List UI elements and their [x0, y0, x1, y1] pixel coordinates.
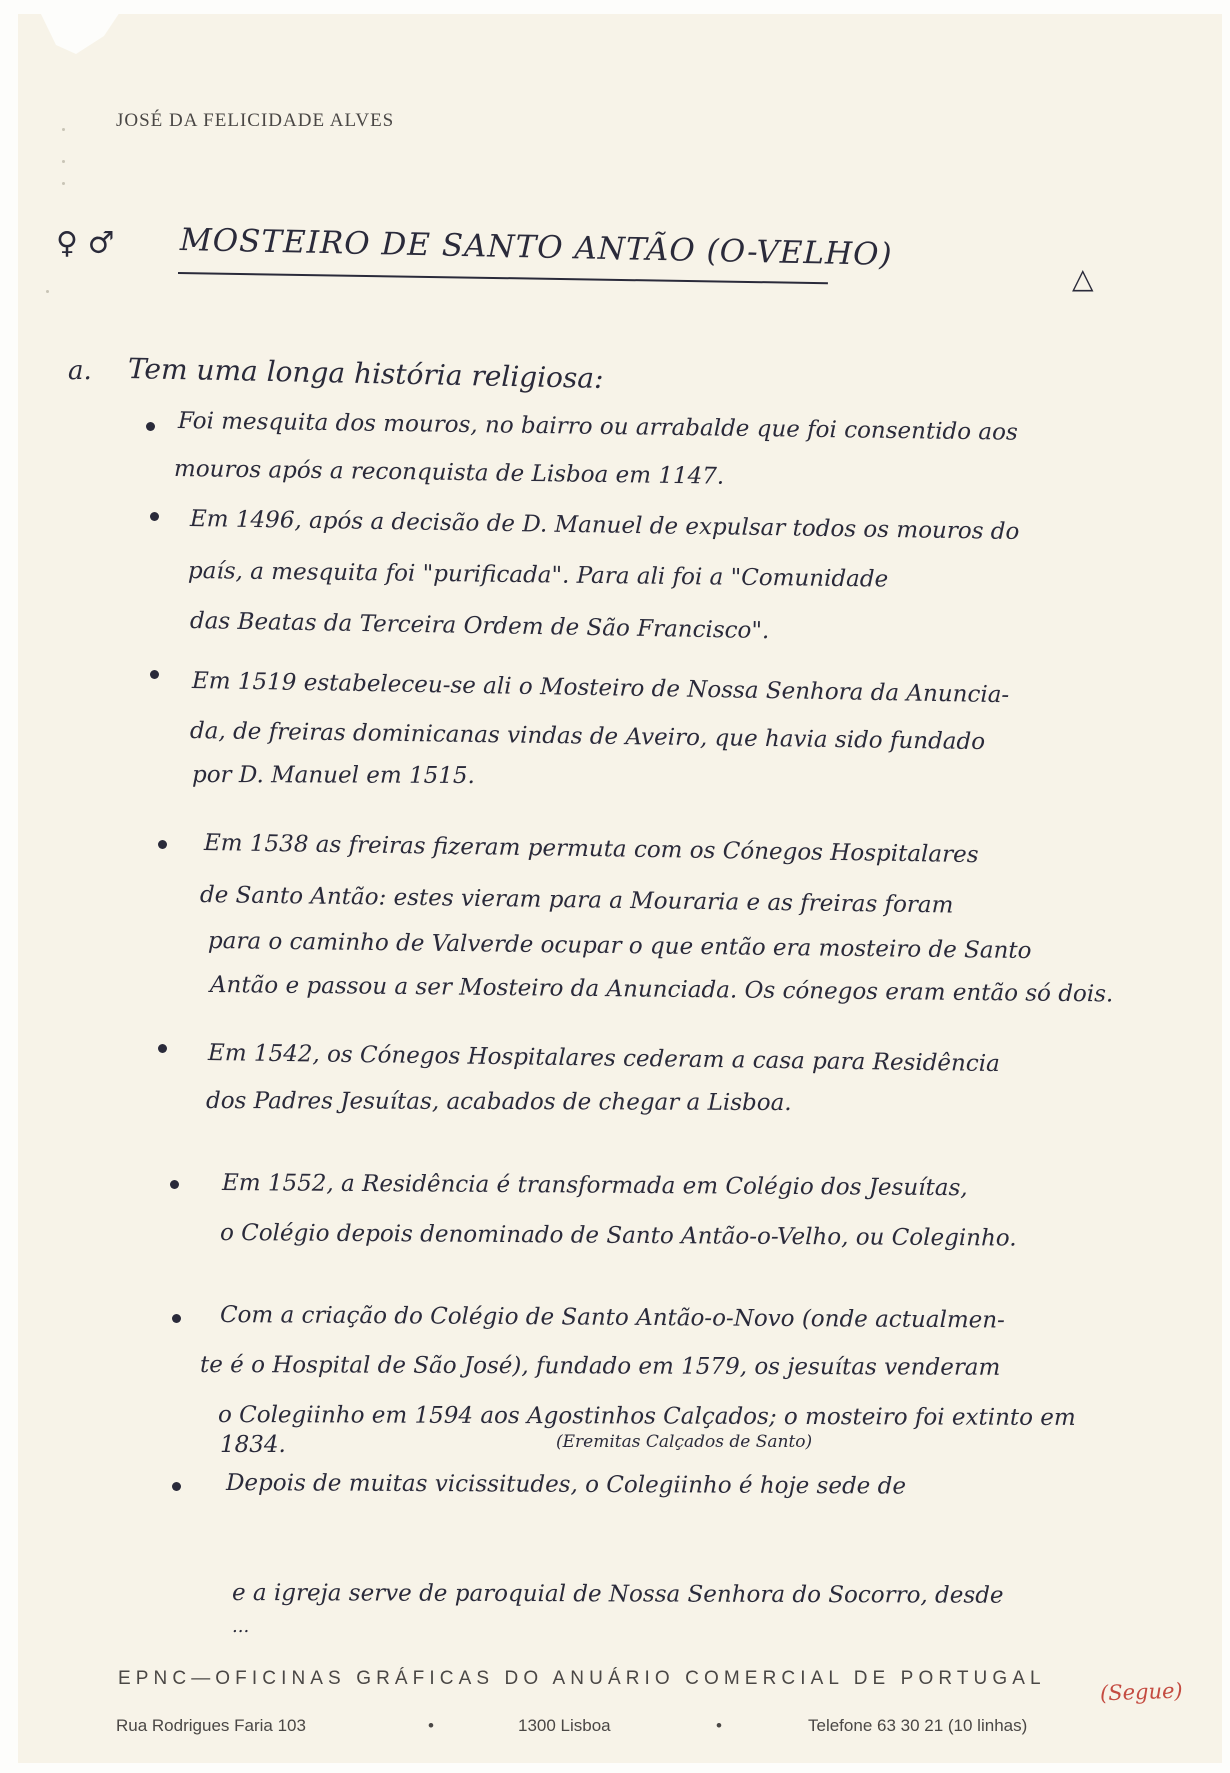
ellipsis: ...	[232, 1616, 250, 1637]
perforation-mark	[62, 128, 65, 131]
list-item-line: Em 1519 estabeleceu-se ali o Mosteiro de Nossa Senhora da Anuncia-	[191, 668, 1010, 709]
list-item-line: o Colegiinho em 1594 aos Agostinhos Calçados; o mosteiro foi extinto em	[217, 1402, 1076, 1431]
list-item-line: mouros após a reconquista de Lisboa em 1147.	[173, 456, 725, 490]
perforation-mark	[62, 160, 65, 163]
list-item-line: Antão e passou a ser Mosteiro da Anunciada. Os cónegos eram então só dois.	[209, 972, 1114, 1008]
list-item-line: Depois de muitas vicissitudes, o Colegiinho é hoje sede de	[225, 1470, 907, 1500]
handwritten-insertion: (Eremitas Calçados de Santo)	[556, 1432, 813, 1452]
imprint-city: 1300 Lisboa	[518, 1716, 611, 1735]
gender-symbols: ♀ ♂	[56, 226, 115, 261]
perforation-mark	[46, 290, 49, 293]
list-item-line: país, a mesquita foi "purificada". Para ali foi a "Comunidade	[187, 558, 889, 593]
list-item-line: 1834.	[220, 1432, 286, 1458]
bullet-point	[150, 670, 159, 679]
page-title: MOSTEIRO DE SANTO ANTÃO (O-VELHO)	[179, 222, 893, 273]
imprint-address: Rua Rodrigues Faria 103	[116, 1716, 306, 1735]
list-item-line: dos Padres Jesuítas, acabados de chegar a Lisboa.	[205, 1088, 792, 1117]
list-item-line: te é o Hospital de São José), fundado em 1579, os jesuítas venderam	[199, 1352, 1001, 1381]
imprint-phone: Telefone 63 30 21 (10 linhas)	[808, 1716, 1028, 1735]
list-item-line: para o caminho de Valverde ocupar o que então era mosteiro de Santo	[207, 928, 1032, 965]
title-underline	[178, 272, 828, 284]
perforation-mark	[62, 182, 65, 185]
bullet-point	[170, 1180, 179, 1189]
list-item-line: Em 1552, a Residência é transformada em Colégio dos Jesuítas,	[221, 1170, 968, 1202]
bullet-point	[146, 422, 155, 431]
list-item-line: por D. Manuel em 1515.	[191, 762, 475, 789]
bullet-point	[150, 512, 159, 521]
imprint-company: EPNC—OFICINAS GRÁFICAS DO ANUÁRIO COMERCIAL DE PORTUGAL	[118, 1668, 1046, 1689]
torn-corner	[40, 12, 120, 72]
letterhead-author: JOSÉ DA FELICIDADE ALVES	[116, 110, 395, 131]
triangle-mark-icon: △	[1072, 262, 1094, 295]
bullet-point	[172, 1314, 181, 1323]
list-item-line: Em 1496, após a decisão de D. Manuel de expulsar todos os mouros do	[189, 506, 1020, 546]
imprint-separator: •	[716, 1716, 722, 1735]
list-item-line: Em 1538 as freiras fizeram permuta com os Cónegos Hospitalares	[203, 830, 979, 869]
bullet-point	[158, 1044, 167, 1053]
list-item-line: das Beatas da Terceira Ordem de São Francisco".	[189, 608, 770, 645]
section-marker: a.	[68, 356, 92, 386]
list-item-line: Em 1542, os Cónegos Hospitalares cederam a casa para Residência	[207, 1040, 1000, 1078]
list-item-line: da, de freiras dominicanas vindas de Aveiro, que havia sido fundado	[189, 718, 986, 756]
bullet-point	[172, 1482, 181, 1491]
list-item-line: o Colégio depois denominado de Santo Antão-o-Velho, ou Coleginho.	[219, 1220, 1017, 1252]
section-intro: Tem uma longa história religiosa:	[127, 352, 604, 395]
closing-line: e a igreja serve de paroquial de Nossa Senhora do Socorro, desde	[231, 1580, 1004, 1609]
continued-note: (Segue)	[1099, 1678, 1184, 1706]
list-item-line: Foi mesquita dos mouros, no bairro ou arrabalde que foi consentido aos	[177, 408, 1018, 446]
list-item-line: de Santo Antão: estes vieram para a Mouraria e as freiras foram	[199, 882, 954, 919]
bullet-point	[158, 840, 167, 849]
imprint-separator: •	[428, 1716, 434, 1735]
list-item-line: Com a criação do Colégio de Santo Antão-o-Novo (onde actualmen-	[219, 1302, 1005, 1334]
